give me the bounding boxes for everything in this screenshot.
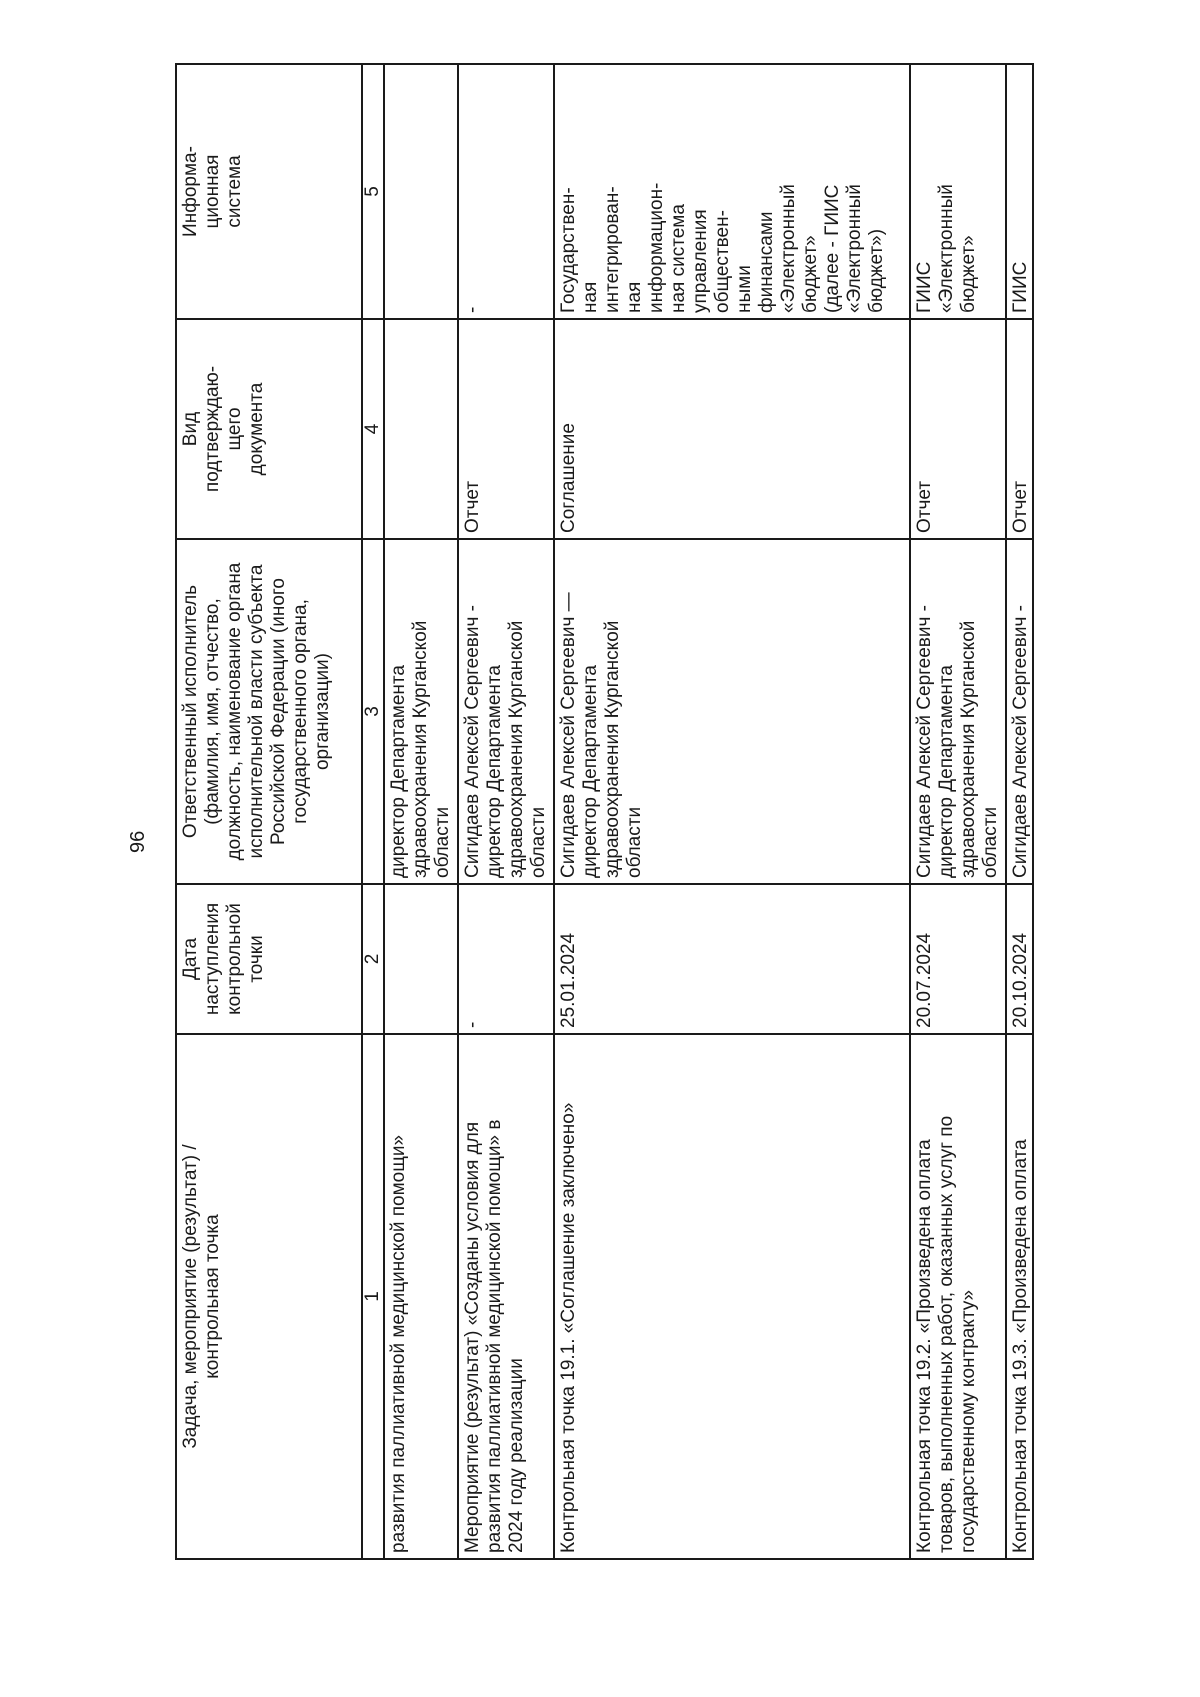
- column-number: 1: [362, 1034, 384, 1559]
- date-cell: 20.10.2024: [1006, 884, 1033, 1034]
- document-cell: Отчет: [1006, 319, 1033, 539]
- task-cell: Мероприятие (результат) «Созданы условия для развития паллиативной медицинской помощи» в 2024 году реализации: [458, 1034, 554, 1559]
- header-executor: Ответственный исполнитель (фамилия, имя, отчество, должность, наименование органа исполнительной власти субъекта Российской Федерации (иного государственного органа, организации): [176, 539, 362, 884]
- control-points-table: [175, 63, 1034, 1560]
- header-system: Информа- ционная система: [176, 64, 362, 319]
- column-number: 5: [362, 64, 384, 319]
- document-cell: Отчет: [458, 319, 554, 539]
- table-row: [910, 64, 1006, 1559]
- system-cell: ГИИС: [1006, 64, 1033, 319]
- system-cell: [384, 64, 458, 319]
- page-number: 96: [127, 830, 149, 853]
- system-cell: ГИИС «Электронный бюджет»: [910, 64, 1006, 319]
- rotated-table-container: [175, 65, 1110, 1560]
- document-cell: [384, 319, 458, 539]
- date-cell: -: [458, 884, 554, 1034]
- document-cell: Соглашение: [554, 319, 910, 539]
- column-number-row: [362, 64, 384, 1559]
- column-number: 3: [362, 539, 384, 884]
- executor-cell: Сигидаев Алексей Сергеевич - директор Департамента здравоохранения Курганской области: [910, 539, 1006, 884]
- document-cell: Отчет: [910, 319, 1006, 539]
- table-row: [384, 64, 458, 1559]
- table-row: [1006, 64, 1033, 1559]
- executor-cell: Сигидаев Алексей Сергеевич - директор Департамента здравоохранения Курганской области: [458, 539, 554, 884]
- column-number: 4: [362, 319, 384, 539]
- column-number: 2: [362, 884, 384, 1034]
- executor-cell: директор Департамента здравоохранения Курганской области: [384, 539, 458, 884]
- task-cell: развития паллиативной медицинской помощи»: [384, 1034, 458, 1559]
- header-date: Дата наступления контрольной точки: [176, 884, 362, 1034]
- table-row: [554, 64, 910, 1559]
- date-cell: [384, 884, 458, 1034]
- task-cell: Контрольная точка 19.3. «Произведена оплата: [1006, 1034, 1033, 1559]
- executor-cell: Сигидаев Алексей Сергеевич -: [1006, 539, 1033, 884]
- header-task: Задача, мероприятие (результат) / контрольная точка: [176, 1034, 362, 1559]
- table-row: [458, 64, 554, 1559]
- date-cell: 25.01.2024: [554, 884, 910, 1034]
- table-header-row: [176, 64, 362, 1559]
- task-cell: Контрольная точка 19.2. «Произведена оплата товаров, выполненных работ, оказанных услуг по государственному контракту»: [910, 1034, 1006, 1559]
- system-cell: -: [458, 64, 554, 319]
- date-cell: 20.07.2024: [910, 884, 1006, 1034]
- system-cell: Государствен- ная интегрирован- ная информацион- ная система управления обществен- ными финансами «Электронный бюджет» (далее - ГИИС «Электронный бюджет»): [554, 64, 910, 319]
- executor-cell: Сигидаев Алексей Сергеевич — директор Департамента здравоохранения Курганской области: [554, 539, 910, 884]
- task-cell: Контрольная точка 19.1. «Соглашение заключено»: [554, 1034, 910, 1559]
- header-document: Вид подтверждаю- щего документа: [176, 319, 362, 539]
